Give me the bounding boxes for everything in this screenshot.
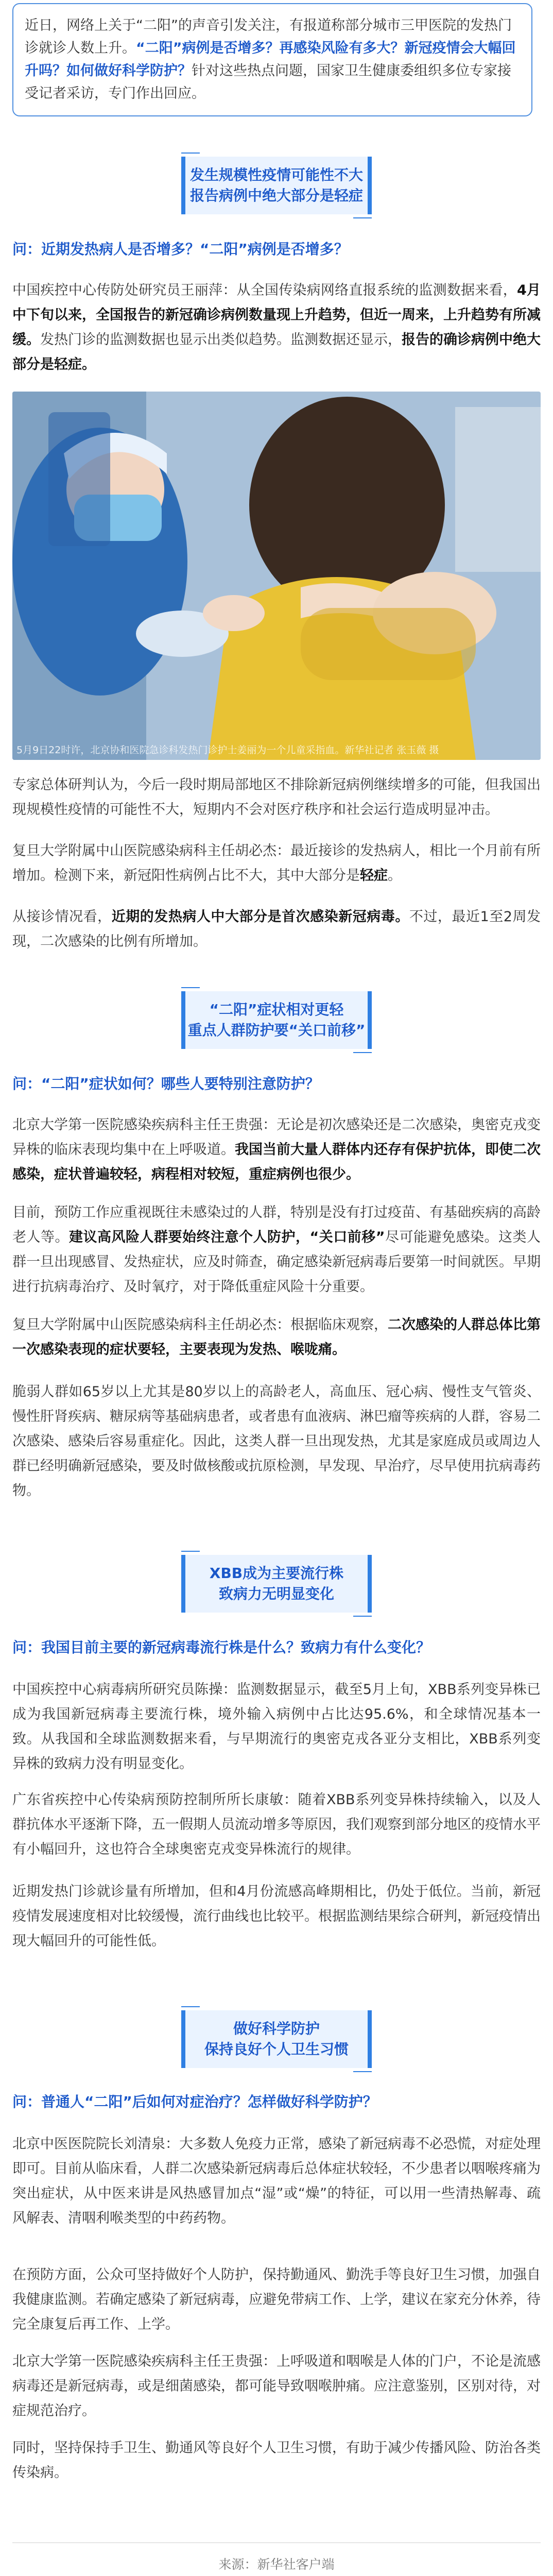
- question-2: 问：“二阳”症状如何？哪些人要特别注意防护？: [12, 1075, 320, 1092]
- section-banner-4: [181, 2010, 372, 2068]
- paragraph-3: 复旦大学附属中山医院感染病科主任胡必杰：最近接诊的发热病人，相比一个月前有所增加。检测下来，新冠阳性病例占比不大，其中大部分是轻症。: [12, 843, 541, 884]
- paragraph-1: 中国疾控中心传防处研究员王丽萍：从全国传染病网络直报系统的监测数据来看，4月中下旬以来，全国报告的新冠确诊病例数量现上升趋势，但近一周来，上升趋势有所减缓。发热门诊的监测数据也显示出类似趋势。监测数据还显示，报告的确诊病例中绝大部分是轻症。: [12, 282, 541, 372]
- paragraph-11: 近期发热门诊就诊量有所增加，但和4月份流感高峰期相比，仍处于低位。当前，新冠疫情发展速度相对比较缓慢，流行曲线也比较平。根据监测结果综合研判，新冠疫情出现大幅回升的可能性低。: [12, 1884, 541, 1949]
- paragraph-2: 专家总体研判认为，今后一段时期局部地区不排除新冠病例继续增多的可能，但我国出现规模性疫情的可能性不大，短期内不会对医疗秩序和社会运行造成明显冲击。: [12, 777, 541, 818]
- intro-box: [12, 3, 532, 116]
- section-subtitle: 保持良好个人卫生习惯: [204, 2041, 349, 2058]
- intro-text-2: 针对这些热点问题，国家卫生健康委组织多位专家接受记者采访，专门作出回应。: [25, 63, 511, 101]
- intro-highlight: “二阳”病例是否增多？再感染风险有多大？新冠疫情会大幅回升吗？如何做好科学防护？: [25, 40, 516, 79]
- section-title: 发生规模性疫情可能性不大: [189, 166, 363, 183]
- paragraph-4: 从接诊情况看，近期的发热病人中大部分是首次感染新冠病毒。不过，最近1至2周发现，二次感染的比例有所增加。: [12, 909, 541, 950]
- clinic-photo-illustration: [12, 392, 541, 760]
- question-3: 问：我国目前主要的新冠病毒流行株是什么？致病力有什么变化？: [12, 1639, 431, 1656]
- news-photo: [12, 392, 541, 760]
- paragraph-12: 北京中医医院院长刘清泉：大多数人免疫力正常，感染了新冠病毒不必恐慌，对症处理即可。目前从临床看，人群二次感染新冠病毒后总体症状较轻，不少患者以咽喉疼痛为突出症状，从中医来讲是风热感冒加点“湿”或“燥”的特征，可以用一些清热解毒、疏风解表、清咽利喉类型的中药药物。: [12, 2136, 541, 2226]
- paragraph-7: 复旦大学附属中山医院感染病科主任胡必杰：根据临床观察，二次感染的人群总体比第一次感染表现的症状要轻，主要表现为发热、喉咙痛。: [12, 1317, 541, 1358]
- question-1: 问：近期发热病人是否增多？“二阳”病例是否增多？: [12, 241, 349, 258]
- paragraph-10: 广东省疾控中心传染病预防控制所所长康敏：随着XBB系列变异株持续输入，以及人群抗体水平逐渐下降，五一假期人员流动增多等原因，我们观察到部分地区的疫情水平有小幅回升，这也符合全球奥密克戎变异株流行的规律。: [12, 1792, 541, 1857]
- photo-caption: 5月9日22时许，北京协和医院急诊科发热门诊护士姜丽为一个儿童采指血。新华社记者 张玉薇 摄: [16, 744, 439, 756]
- section-banner-3: [181, 1555, 372, 1613]
- section-subtitle: 致病力无明显变化: [218, 1585, 334, 1602]
- section-title: XBB成为主要流行株: [209, 1565, 344, 1582]
- paragraph-5: 北京大学第一医院感染疾病科主任王贵强：无论是初次感染还是二次感染，奥密克戎变异株的临床表现均集中在上呼吸道。我国当前大量人群体内还存有保护抗体，即使二次感染，症状普遍较轻，病程相对较短，重症病例也很少。: [12, 1117, 541, 1182]
- section-title: “二阳”症状相对更轻: [209, 1001, 344, 1018]
- intro-text: 近日，网络上关于“二阳”的声音引发关注，有报道称部分城市三甲医院的发热门诊就诊人数上升。: [25, 18, 512, 56]
- paragraph-13: 在预防方面，公众可坚持做好个人防护，保持勤通风、勤洗手等良好卫生习惯，加强自我健康监测。若确定感染了新冠病毒，应避免带病工作、上学，建议在家充分休养，待完全康复后再工作、上学。: [12, 2267, 541, 2332]
- section-title: 做好科学防护: [233, 2020, 320, 2037]
- paragraph-6: 目前，预防工作应重视既往未感染过的人群，特别是没有打过疫苗、有基础疾病的高龄老人等。建议高风险人群要始终注意个人防护，“关口前移”尽可能避免感染。这类人群一旦出现感冒、发热症状，应及时筛查，确定感染新冠病毒后要第一时间就医。早期进行抗病毒治疗、及时氧疗，对于降低重症风险十分重要。: [12, 1205, 541, 1295]
- question-4: 问：普通人“二阳”后如何对症治疗？怎样做好科学防护？: [12, 2093, 377, 2110]
- paragraph-9: 中国疾控中心病毒病所研究员陈操：监测数据显示，截至5月上旬，XBB系列变异株已成为我国新冠病毒主要流行株，境外输入病例中占比达95.6%，和全球情况基本一致。从我国和全球监测数据来看，与早期流行的奥密克戎各亚分支相比，XBB系列变异株的致病力没有明显变化。: [12, 1682, 541, 1772]
- source-footer: 来源：新华社客户端: [218, 2557, 335, 2572]
- paragraph-15: 同时，坚持保持手卫生、勤通风等良好个人卫生习惯，有助于减少传播风险、防治各类传染病。: [12, 2440, 541, 2481]
- paragraph-8: 脆弱人群如65岁以上尤其是80岁以上的高龄老人，高血压、冠心病、慢性支气管炎、慢性肝肾疾病、糖尿病等基础病患者，或者患有血液病、淋巴瘤等疾病的人群，容易二次感染、感染后容易重症化。因此，这类人群一旦出现发热，尤其是家庭成员或周边人群已经明确新冠感染，要及时做核酸或抗原检测，早发现、早治疗，尽早使用抗病毒药物。: [12, 1384, 541, 1499]
- section-subtitle: 报告病例中绝大部分是轻症: [189, 187, 363, 204]
- section-banner-2: [181, 991, 372, 1049]
- section-banner-1: [181, 157, 372, 214]
- paragraph-14: 北京大学第一医院感染疾病科主任王贵强：上呼吸道和咽喉是人体的门户，不论是流感病毒还是新冠病毒，或是细菌感染，都可能导致咽喉肿痛。应注意鉴别，区别对待，对症规范治疗。: [12, 2353, 541, 2419]
- section-subtitle: 重点人群防护要“关口前移”: [187, 1022, 366, 1039]
